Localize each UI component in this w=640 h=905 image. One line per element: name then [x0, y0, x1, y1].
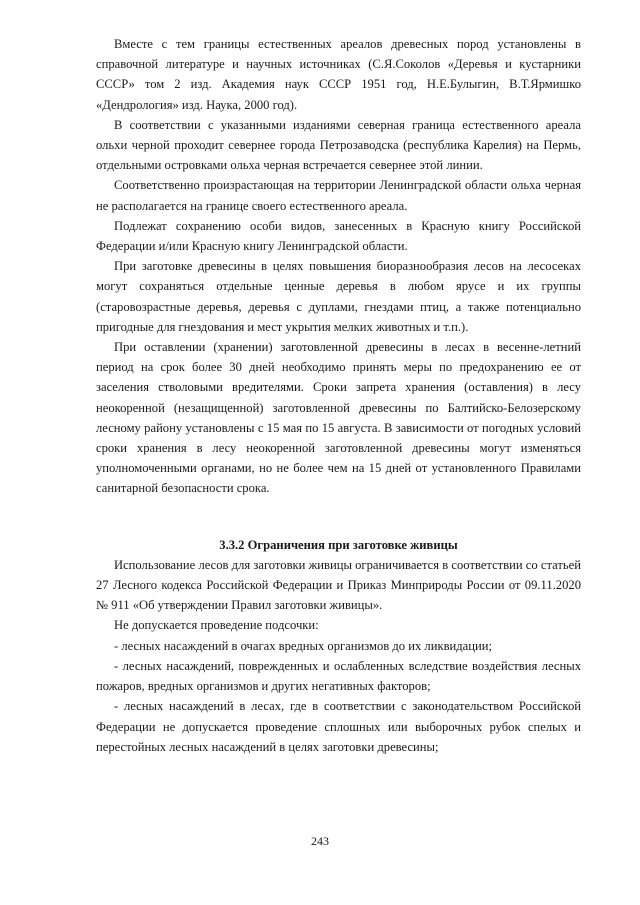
section-heading: 3.3.2 Ограничения при заготовке живицы: [219, 537, 458, 552]
list-item: - лесных насаждений в очагах вредных организмов до их ликвидации;: [114, 638, 492, 653]
paragraph: При оставлении (хранении) заготовленной древесины в лесах в весенне-летний период на срок более 30 дней необходимо принять меры по предохранению ее от заселения стволовыми вредителями. Сроки запрета хранения (оставления) в лесу неокоренной (незащищенной) заготовленной древесины по Балтийско-Белозерскому лесному району установлены с 15 мая по 15 августа. В зависимости от погодных условий сроки хранения в лесу неокоренной заготовленной древесины могут изменяться уполномоченными органами, но не более чем на 15 дней от установленного Правилами санитарной безопасности срока.: [96, 340, 581, 496]
list-item: - лесных насаждений в лесах, где в соответствии с законодательством Российской Федерации не допускается проведение сплошных или выборочных рубок спелых и перестойных лесных насаждений в целях заготовки древесины;: [96, 699, 581, 754]
paragraph: При заготовке древесины в целях повышения биоразнообразия лесов на лесосеках могут сохраняться отдельные ценные деревья в любом ярусе и их группы (старовозрастные деревья, деревья с дуплами, гнездами птиц, а также потенциально пригодные для гнездования и мест укрытия мелких животных и т.п.).: [96, 259, 581, 334]
paragraph: Использование лесов для заготовки живицы ограничивается в соответствии со статьей 27 Лесного кодекса Российской Федерации и Приказ Минприроды России от 09.11.2020 № 911 «Об утверждении Правил заготовки живицы».: [96, 557, 581, 613]
paragraph: В соответствии с указанными изданиями северная граница естественного ареала ольхи черной проходит севернее города Петрозаводска (республика Карелия) на Пермь, отдельными островками ольха черная встречается севернее этой линии.: [96, 117, 581, 173]
page-number: 243: [311, 834, 329, 848]
paragraph: Вместе с тем границы естественных ареалов древесных пород установлены в справочной литературе и научных источниках (С.Я.Соколов «Деревья и кустарники СССР» том 2 изд. Академия наук СССР 1951 год, Н.Е.Булыгин, В.Т.Ярмишко «Дендрология» изд. Наука, 2000 год).: [96, 37, 581, 112]
page-body: [96, 34, 581, 757]
list-item: - лесных насаждений, поврежденных и ослабленных вследствие воздействия лесных пожаров, вредных организмов и других негативных факторов;: [96, 658, 581, 694]
paragraph: Соответственно произрастающая на территории Ленинградской области ольха черная не располагается на границе своего естественного ареала.: [96, 178, 581, 213]
paragraph: Подлежат сохранению особи видов, занесенных в Красную книгу Российской Федерации и/или Красную книгу Ленинградской области.: [96, 218, 581, 254]
paragraph: Не допускается проведение подсочки:: [114, 618, 319, 633]
